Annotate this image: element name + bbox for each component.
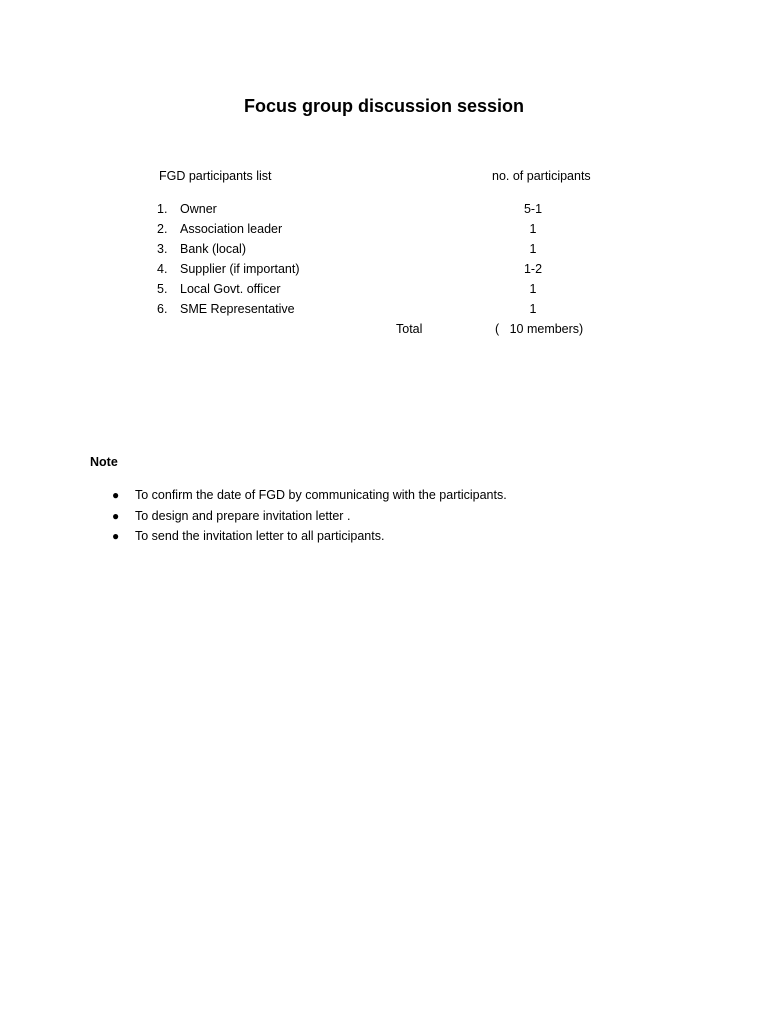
note-text: To confirm the date of FGD by communicating with the participants. — [135, 488, 507, 502]
item-number: 6. — [157, 302, 168, 316]
participants-list-header: FGD participants list — [159, 169, 272, 183]
participant-label: SME Representative — [180, 302, 295, 316]
participant-label: Local Govt. officer — [180, 282, 281, 296]
list-item — [157, 281, 597, 301]
list-item — [157, 201, 597, 221]
note-heading: Note — [90, 455, 118, 469]
participant-count: 1 — [529, 242, 537, 256]
list-item — [157, 301, 597, 321]
participant-count: 5-1 — [523, 202, 543, 216]
participant-count: 1-2 — [523, 262, 543, 276]
participant-label: Association leader — [180, 222, 283, 236]
participant-label: Bank (local) — [180, 242, 246, 256]
page-title: Focus group discussion session — [243, 96, 525, 116]
participant-count: 1 — [529, 282, 537, 296]
bullet-icon: ● — [112, 488, 120, 502]
note-text: To send the invitation letter to all participants. — [135, 529, 385, 543]
total-label: Total — [396, 322, 423, 336]
bullet-icon: ● — [112, 508, 120, 523]
item-number: 4. — [157, 262, 168, 276]
participants-list — [157, 201, 597, 321]
list-item — [157, 241, 597, 261]
list-item — [157, 221, 597, 241]
list-item — [157, 261, 597, 281]
list-item — [112, 508, 672, 529]
list-item — [112, 528, 672, 549]
participant-count: 1 — [529, 222, 537, 236]
note-text: To design and prepare invitation letter . — [135, 508, 351, 523]
bullet-icon: ● — [112, 529, 120, 543]
total-value: ( 10 members) — [495, 322, 584, 336]
participant-label: Supplier (if important) — [180, 262, 300, 276]
notes-list — [112, 487, 672, 549]
participant-count: 1 — [529, 302, 537, 316]
participants-count-header: no. of participants — [492, 169, 591, 183]
participant-label: Owner — [180, 202, 217, 216]
item-number: 5. — [157, 282, 168, 296]
item-number: 3. — [157, 242, 168, 256]
list-item — [112, 487, 672, 508]
item-number: 1. — [157, 202, 168, 216]
item-number: 2. — [157, 222, 168, 236]
